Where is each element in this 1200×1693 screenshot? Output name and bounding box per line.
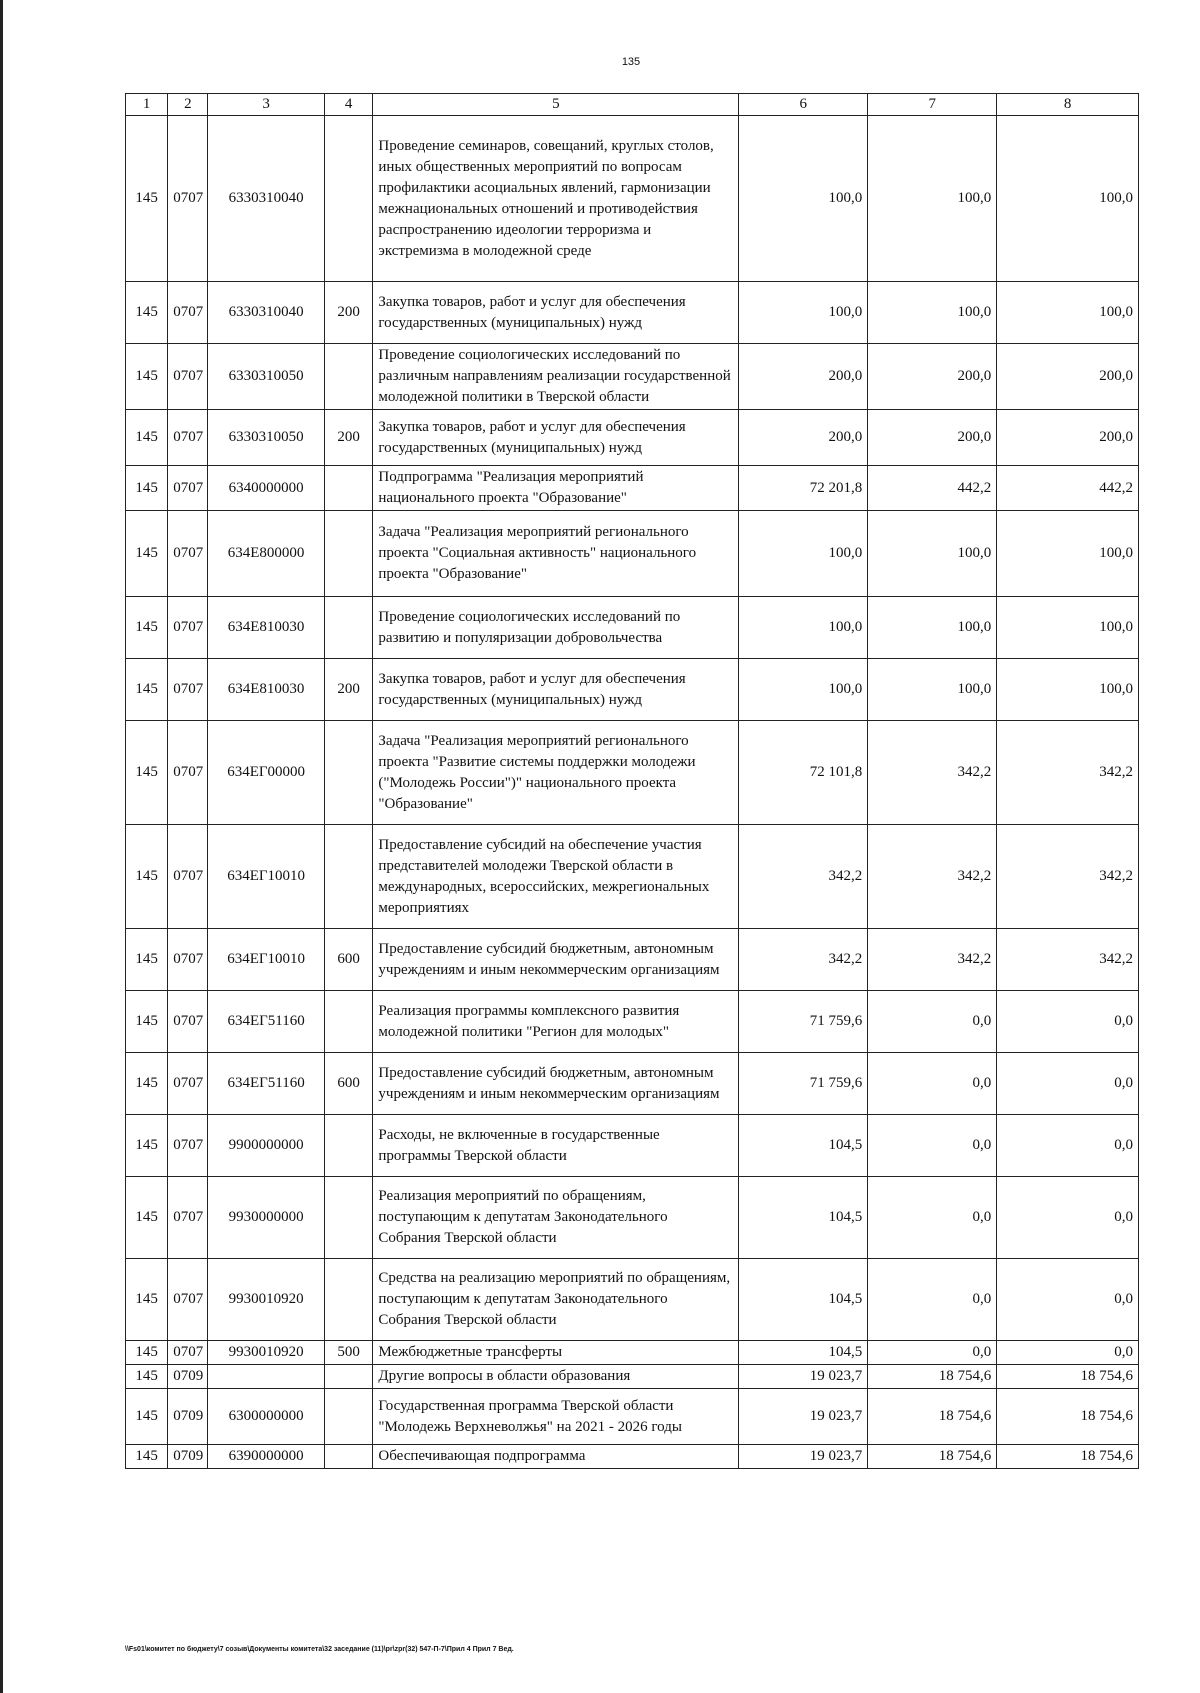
target-article-code-cell: 634ЕГ00000 xyxy=(208,721,324,825)
target-article-code-cell: 634Е810030 xyxy=(208,659,324,721)
description-cell: Расходы, не включенные в государственные программы Тверской области xyxy=(373,1115,739,1177)
section-code-cell: 0709 xyxy=(168,1445,208,1469)
column-header: 3 xyxy=(208,94,324,116)
target-article-code-cell: 9900000000 xyxy=(208,1115,324,1177)
grbs-code-cell: 145 xyxy=(126,116,168,282)
description-cell: Предоставление субсидий бюджетным, автономным учреждениям и иным некоммерческим организациям xyxy=(373,929,739,991)
amount-col7-cell: 200,0 xyxy=(868,410,997,466)
amount-col6-cell: 100,0 xyxy=(739,511,868,597)
table-row xyxy=(126,721,1139,825)
amount-col8-cell: 200,0 xyxy=(997,410,1139,466)
expense-type-code-cell xyxy=(324,466,373,511)
section-code-cell: 0707 xyxy=(168,1177,208,1259)
amount-col6-cell: 72 201,8 xyxy=(739,466,868,511)
grbs-code-cell: 145 xyxy=(126,511,168,597)
target-article-code-cell: 9930010920 xyxy=(208,1259,324,1341)
grbs-code-cell: 145 xyxy=(126,597,168,659)
expense-type-code-cell xyxy=(324,1177,373,1259)
table-body xyxy=(126,116,1139,1469)
description-cell: Средства на реализацию мероприятий по обращениям, поступающим к депутатам Законодательного Собрания Тверской области xyxy=(373,1259,739,1341)
description-cell: Задача "Реализация мероприятий регионального проекта "Социальная активность" национального проекта "Образование" xyxy=(373,511,739,597)
grbs-code-cell: 145 xyxy=(126,721,168,825)
amount-col6-cell: 71 759,6 xyxy=(739,991,868,1053)
target-article-code-cell: 6340000000 xyxy=(208,466,324,511)
amount-col7-cell: 200,0 xyxy=(868,344,997,410)
description-cell: Межбюджетные трансферты xyxy=(373,1341,739,1365)
section-code-cell: 0707 xyxy=(168,991,208,1053)
table-row xyxy=(126,344,1139,410)
amount-col6-cell: 72 101,8 xyxy=(739,721,868,825)
amount-col7-cell: 0,0 xyxy=(868,1053,997,1115)
amount-col7-cell: 0,0 xyxy=(868,991,997,1053)
amount-col6-cell: 19 023,7 xyxy=(739,1389,868,1445)
section-code-cell: 0707 xyxy=(168,410,208,466)
amount-col8-cell: 0,0 xyxy=(997,1341,1139,1365)
target-article-code-cell: 9930010920 xyxy=(208,1341,324,1365)
amount-col7-cell: 100,0 xyxy=(868,116,997,282)
grbs-code-cell: 145 xyxy=(126,410,168,466)
table-row xyxy=(126,466,1139,511)
amount-col7-cell: 100,0 xyxy=(868,597,997,659)
expense-type-code-cell xyxy=(324,825,373,929)
grbs-code-cell: 145 xyxy=(126,1259,168,1341)
target-article-code-cell: 634Е800000 xyxy=(208,511,324,597)
amount-col6-cell: 104,5 xyxy=(739,1115,868,1177)
table-row xyxy=(126,825,1139,929)
expense-type-code-cell xyxy=(324,511,373,597)
amount-col8-cell: 442,2 xyxy=(997,466,1139,511)
amount-col7-cell: 342,2 xyxy=(868,929,997,991)
amount-col8-cell: 100,0 xyxy=(997,597,1139,659)
amount-col8-cell: 0,0 xyxy=(997,991,1139,1053)
expense-type-code-cell xyxy=(324,597,373,659)
description-cell: Закупка товаров, работ и услуг для обеспечения государственных (муниципальных) нужд xyxy=(373,410,739,466)
section-code-cell: 0707 xyxy=(168,466,208,511)
amount-col6-cell: 342,2 xyxy=(739,825,868,929)
expense-type-code-cell: 200 xyxy=(324,282,373,344)
target-article-code-cell: 634ЕГ10010 xyxy=(208,929,324,991)
grbs-code-cell: 145 xyxy=(126,466,168,511)
table-row xyxy=(126,659,1139,721)
section-code-cell: 0707 xyxy=(168,511,208,597)
table-row xyxy=(126,1341,1139,1365)
amount-col6-cell: 100,0 xyxy=(739,597,868,659)
column-header: 4 xyxy=(324,94,373,116)
amount-col8-cell: 0,0 xyxy=(997,1053,1139,1115)
section-code-cell: 0707 xyxy=(168,282,208,344)
section-code-cell: 0707 xyxy=(168,344,208,410)
table-row xyxy=(126,1259,1139,1341)
column-header: 5 xyxy=(373,94,739,116)
expense-type-code-cell xyxy=(324,1365,373,1389)
grbs-code-cell: 145 xyxy=(126,659,168,721)
section-code-cell: 0707 xyxy=(168,929,208,991)
expense-type-code-cell: 600 xyxy=(324,1053,373,1115)
description-cell: Проведение социологических исследований по различным направлениям реализации государственной молодежной политики в Тверской области xyxy=(373,344,739,410)
amount-col8-cell: 100,0 xyxy=(997,282,1139,344)
table-row xyxy=(126,991,1139,1053)
description-cell: Обеспечивающая подпрограмма xyxy=(373,1445,739,1469)
amount-col6-cell: 19 023,7 xyxy=(739,1365,868,1389)
grbs-code-cell: 145 xyxy=(126,825,168,929)
target-article-code-cell: 6330310040 xyxy=(208,282,324,344)
target-article-code-cell: 6330310040 xyxy=(208,116,324,282)
column-header: 2 xyxy=(168,94,208,116)
section-code-cell: 0707 xyxy=(168,825,208,929)
target-article-code-cell xyxy=(208,1365,324,1389)
grbs-code-cell: 145 xyxy=(126,1389,168,1445)
grbs-code-cell: 145 xyxy=(126,1365,168,1389)
description-cell: Проведение семинаров, совещаний, круглых столов, иных общественных мероприятий по вопросам профилактики асоциальных явлений, гармонизации межнациональных отношений и противодействия распространению идеологии терроризма и экстремизма в молодежной среде xyxy=(373,116,739,282)
expense-type-code-cell: 500 xyxy=(324,1341,373,1365)
header-row xyxy=(126,94,1139,116)
table-row xyxy=(126,597,1139,659)
grbs-code-cell: 145 xyxy=(126,991,168,1053)
column-header: 8 xyxy=(997,94,1139,116)
scan-edge xyxy=(0,0,3,1693)
description-cell: Подпрограмма "Реализация мероприятий национального проекта "Образование" xyxy=(373,466,739,511)
amount-col6-cell: 100,0 xyxy=(739,659,868,721)
section-code-cell: 0707 xyxy=(168,721,208,825)
amount-col7-cell: 0,0 xyxy=(868,1115,997,1177)
amount-col8-cell: 100,0 xyxy=(997,659,1139,721)
expense-type-code-cell: 600 xyxy=(324,929,373,991)
table-row xyxy=(126,1365,1139,1389)
grbs-code-cell: 145 xyxy=(126,1053,168,1115)
column-header: 6 xyxy=(739,94,868,116)
section-code-cell: 0707 xyxy=(168,116,208,282)
description-cell: Государственная программа Тверской области "Молодежь Верхневолжья" на 2021 - 2026 годы xyxy=(373,1389,739,1445)
table-row xyxy=(126,116,1139,282)
amount-col6-cell: 200,0 xyxy=(739,410,868,466)
section-code-cell: 0709 xyxy=(168,1389,208,1445)
amount-col7-cell: 0,0 xyxy=(868,1259,997,1341)
amount-col6-cell: 71 759,6 xyxy=(739,1053,868,1115)
amount-col8-cell: 342,2 xyxy=(997,929,1139,991)
description-cell: Реализация программы комплексного развития молодежной политики "Регион для молодых" xyxy=(373,991,739,1053)
section-code-cell: 0707 xyxy=(168,1053,208,1115)
expense-type-code-cell: 200 xyxy=(324,410,373,466)
amount-col7-cell: 100,0 xyxy=(868,511,997,597)
budget-table xyxy=(125,93,1139,1469)
description-cell: Закупка товаров, работ и услуг для обеспечения государственных (муниципальных) нужд xyxy=(373,659,739,721)
amount-col7-cell: 100,0 xyxy=(868,659,997,721)
amount-col7-cell: 18 754,6 xyxy=(868,1365,997,1389)
amount-col7-cell: 0,0 xyxy=(868,1177,997,1259)
section-code-cell: 0707 xyxy=(168,597,208,659)
expense-type-code-cell: 200 xyxy=(324,659,373,721)
amount-col8-cell: 18 754,6 xyxy=(997,1445,1139,1469)
grbs-code-cell: 145 xyxy=(126,1341,168,1365)
amount-col6-cell: 200,0 xyxy=(739,344,868,410)
amount-col8-cell: 200,0 xyxy=(997,344,1139,410)
amount-col7-cell: 442,2 xyxy=(868,466,997,511)
amount-col8-cell: 100,0 xyxy=(997,116,1139,282)
file-path-footer: \\Fs01\комитет по бюджету\7 созыв\Документы комитета\32 заседание (11)\pr\zpr(32) 547-П-7\Прил 4 Прил 7 Вед. xyxy=(125,1646,514,1653)
grbs-code-cell: 145 xyxy=(126,1445,168,1469)
amount-col8-cell: 0,0 xyxy=(997,1259,1139,1341)
amount-col7-cell: 0,0 xyxy=(868,1341,997,1365)
amount-col7-cell: 342,2 xyxy=(868,825,997,929)
description-cell: Другие вопросы в области образования xyxy=(373,1365,739,1389)
section-code-cell: 0707 xyxy=(168,1341,208,1365)
table-row xyxy=(126,1053,1139,1115)
target-article-code-cell: 6330310050 xyxy=(208,344,324,410)
table-row xyxy=(126,410,1139,466)
target-article-code-cell: 634ЕГ51160 xyxy=(208,991,324,1053)
section-code-cell: 0707 xyxy=(168,659,208,721)
amount-col6-cell: 100,0 xyxy=(739,282,868,344)
page-number: 135 xyxy=(621,56,641,68)
table-row xyxy=(126,511,1139,597)
table-row xyxy=(126,282,1139,344)
amount-col8-cell: 0,0 xyxy=(997,1115,1139,1177)
grbs-code-cell: 145 xyxy=(126,1177,168,1259)
grbs-code-cell: 145 xyxy=(126,1115,168,1177)
column-header: 1 xyxy=(126,94,168,116)
amount-col8-cell: 0,0 xyxy=(997,1177,1139,1259)
target-article-code-cell: 634ЕГ51160 xyxy=(208,1053,324,1115)
amount-col8-cell: 100,0 xyxy=(997,511,1139,597)
description-cell: Реализация мероприятий по обращениям, поступающим к депутатам Законодательного Собрания Тверской области xyxy=(373,1177,739,1259)
description-cell: Задача "Реализация мероприятий регионального проекта "Развитие системы поддержки молодежи ("Молодежь России")" национального проекта "Образование" xyxy=(373,721,739,825)
expense-type-code-cell xyxy=(324,116,373,282)
amount-col7-cell: 18 754,6 xyxy=(868,1389,997,1445)
amount-col8-cell: 18 754,6 xyxy=(997,1389,1139,1445)
amount-col8-cell: 342,2 xyxy=(997,825,1139,929)
grbs-code-cell: 145 xyxy=(126,929,168,991)
amount-col6-cell: 104,5 xyxy=(739,1259,868,1341)
amount-col6-cell: 104,5 xyxy=(739,1177,868,1259)
amount-col7-cell: 100,0 xyxy=(868,282,997,344)
table-row xyxy=(126,1389,1139,1445)
target-article-code-cell: 9930000000 xyxy=(208,1177,324,1259)
target-article-code-cell: 634Е810030 xyxy=(208,597,324,659)
column-header: 7 xyxy=(868,94,997,116)
target-article-code-cell: 634ЕГ10010 xyxy=(208,825,324,929)
grbs-code-cell: 145 xyxy=(126,282,168,344)
description-cell: Предоставление субсидий бюджетным, автономным учреждениям и иным некоммерческим организациям xyxy=(373,1053,739,1115)
expense-type-code-cell xyxy=(324,1259,373,1341)
target-article-code-cell: 6390000000 xyxy=(208,1445,324,1469)
section-code-cell: 0707 xyxy=(168,1115,208,1177)
amount-col6-cell: 342,2 xyxy=(739,929,868,991)
amount-col8-cell: 18 754,6 xyxy=(997,1365,1139,1389)
expense-type-code-cell xyxy=(324,1445,373,1469)
section-code-cell: 0707 xyxy=(168,1259,208,1341)
expense-type-code-cell xyxy=(324,1389,373,1445)
expense-type-code-cell xyxy=(324,721,373,825)
amount-col7-cell: 342,2 xyxy=(868,721,997,825)
expense-type-code-cell xyxy=(324,991,373,1053)
table-row xyxy=(126,1445,1139,1469)
target-article-code-cell: 6300000000 xyxy=(208,1389,324,1445)
description-cell: Проведение социологических исследований по развитию и популяризации добровольчества xyxy=(373,597,739,659)
target-article-code-cell: 6330310050 xyxy=(208,410,324,466)
description-cell: Предоставление субсидий на обеспечение участия представителей молодежи Тверской области в международных, всероссийских, межрегиональных мероприятиях xyxy=(373,825,739,929)
amount-col6-cell: 19 023,7 xyxy=(739,1445,868,1469)
grbs-code-cell: 145 xyxy=(126,344,168,410)
section-code-cell: 0709 xyxy=(168,1365,208,1389)
amount-col8-cell: 342,2 xyxy=(997,721,1139,825)
amount-col6-cell: 104,5 xyxy=(739,1341,868,1365)
description-cell: Закупка товаров, работ и услуг для обеспечения государственных (муниципальных) нужд xyxy=(373,282,739,344)
expense-type-code-cell xyxy=(324,1115,373,1177)
amount-col6-cell: 100,0 xyxy=(739,116,868,282)
expense-type-code-cell xyxy=(324,344,373,410)
table-row xyxy=(126,929,1139,991)
table-row xyxy=(126,1177,1139,1259)
table-row xyxy=(126,1115,1139,1177)
amount-col7-cell: 18 754,6 xyxy=(868,1445,997,1469)
